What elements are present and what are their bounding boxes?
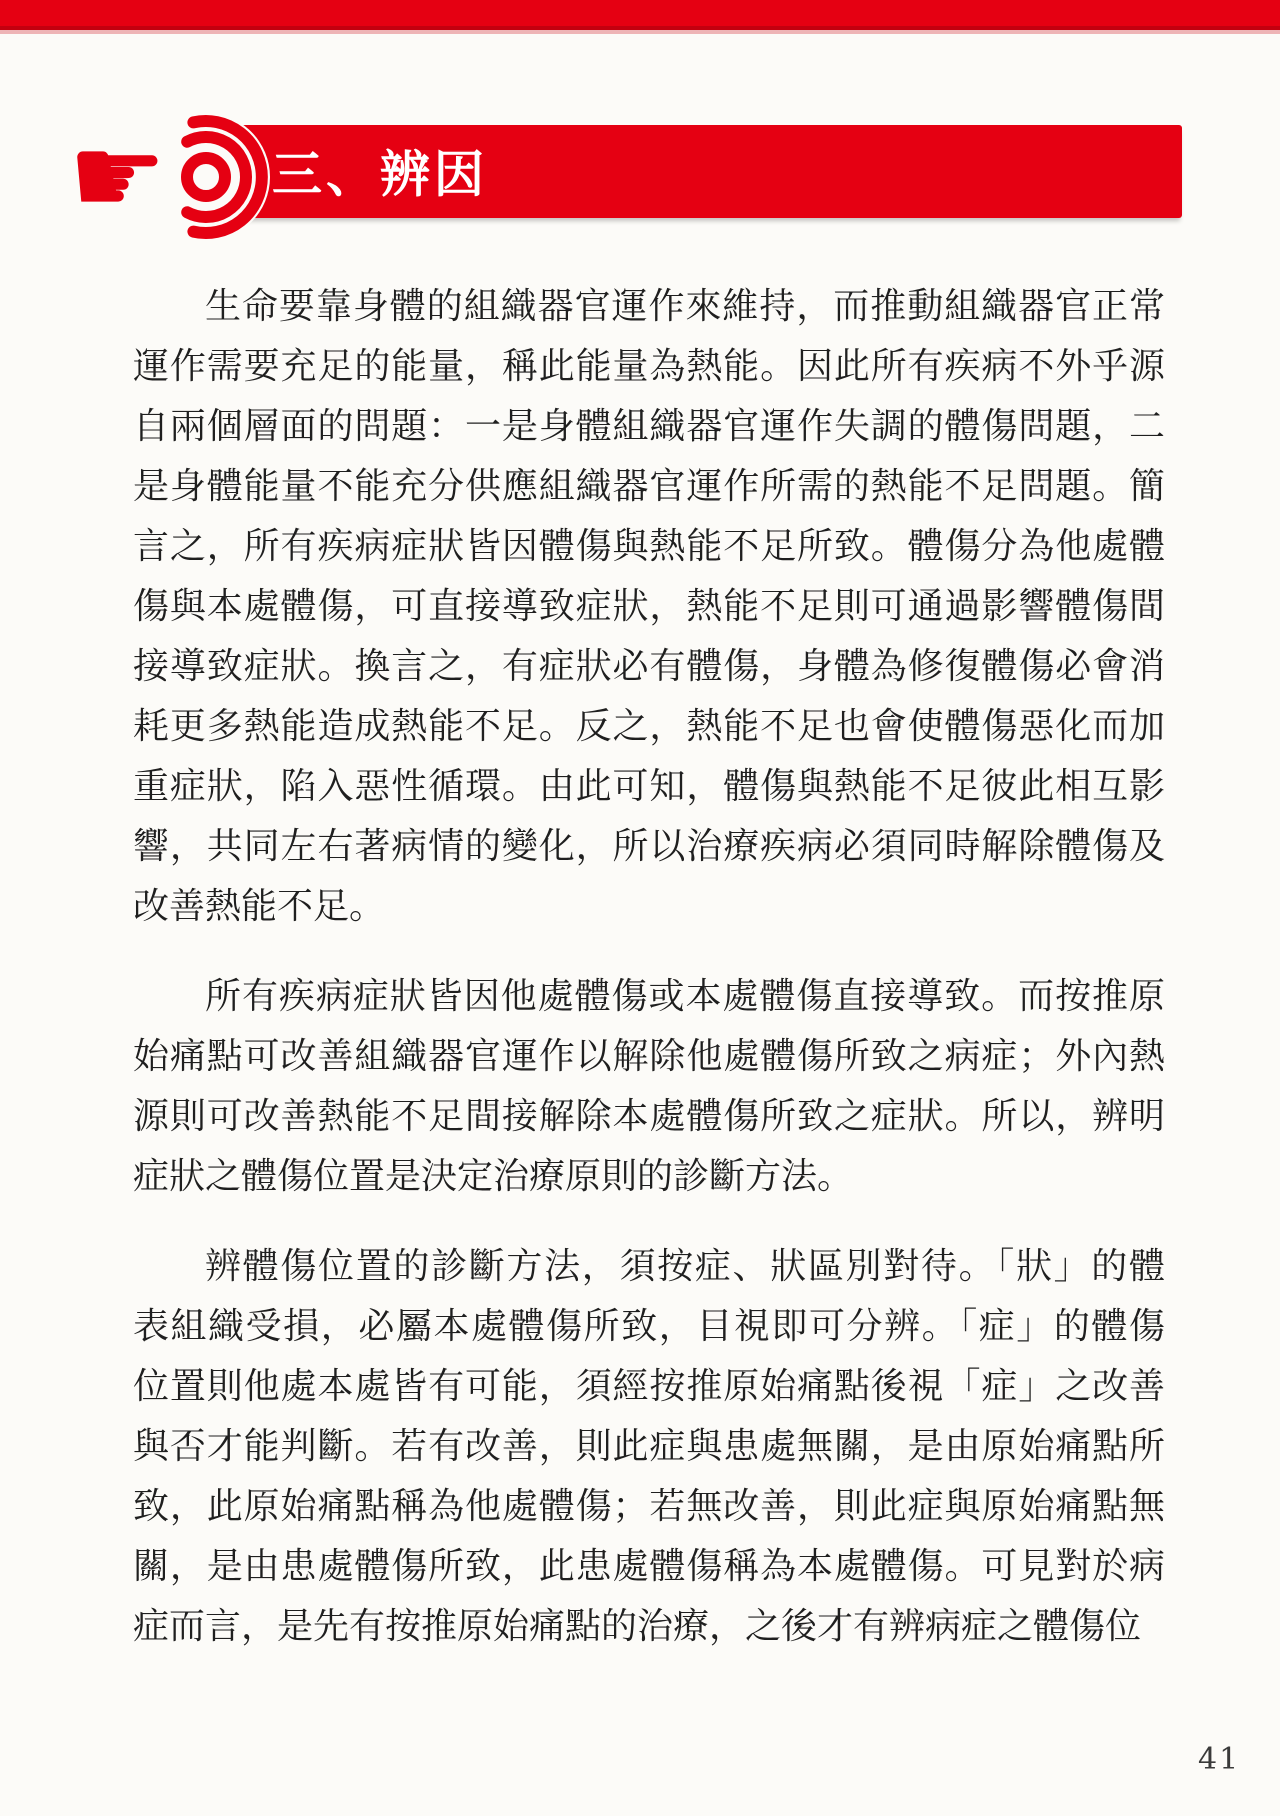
text-line: 重症狀，陷入惡性循環。由此可知，體傷與熱能不足彼此相互影 [133, 765, 1165, 806]
section-header-banner [222, 125, 1182, 218]
text-line: 生命要靠身體的組織器官運作來維持，而推動組織器官正常 [205, 285, 1165, 326]
text-line: 症而言，是先有按推原始痛點的治療，之後才有辨病症之體傷位 [133, 1605, 1142, 1646]
text-line: 症狀之體傷位置是決定治療原則的診斷方法。 [133, 1155, 854, 1196]
pointing-hand-icon [60, 100, 300, 260]
text-line: 自兩個層面的問題：一是身體組織器官運作失調的體傷問題，二 [133, 405, 1165, 446]
text-line: 關，是由患處體傷所致，此患處體傷稱為本處體傷。可見對於病 [133, 1545, 1165, 1586]
text-line: 改善熱能不足。 [133, 885, 386, 926]
text-line: 響，共同左右著病情的變化，所以治療疾病必須同時解除體傷及 [133, 825, 1165, 866]
paragraph-1 [133, 276, 1165, 936]
text-line: 與否才能判斷。若有改善，則此症與患處無關，是由原始痛點所 [133, 1425, 1165, 1466]
text-line: 致，此原始痛點稱為他處體傷；若無改善，則此症與原始痛點無 [133, 1485, 1165, 1526]
text-line: 傷與本處體傷，可直接導致症狀，熱能不足則可通過影響體傷間 [133, 585, 1165, 626]
text-line: 耗更多熱能造成熱能不足。反之，熱能不足也會使體傷惡化而加 [133, 705, 1165, 746]
text-line: 運作需要充足的能量，稱此能量為熱能。因此所有疾病不外乎源 [133, 345, 1165, 386]
section-title: 三、辨因 [272, 146, 488, 203]
text-line: 辨體傷位置的診斷方法，須按症、狀區別對待。「狀」的體 [205, 1245, 1165, 1286]
text-line: 始痛點可改善組織器官運作以解除他處體傷所致之病症；外內熱 [133, 1035, 1165, 1076]
paragraph-3 [133, 1236, 1165, 1656]
text-line: 是身體能量不能充分供應組織器官運作所需的熱能不足問題。簡 [133, 465, 1165, 506]
page-number: 41 [1198, 1742, 1241, 1777]
body-text [133, 276, 1165, 1686]
hand-glyph: ☛ [68, 112, 167, 240]
text-line: 言之，所有疾病症狀皆因體傷與熱能不足所致。體傷分為他處體 [133, 525, 1165, 566]
text-line: 接導致症狀。換言之，有症狀必有體傷，身體為修復體傷必會消 [133, 645, 1165, 686]
text-line: 所有疾病症狀皆因他處體傷或本處體傷直接導致。而按推原 [205, 975, 1165, 1016]
paragraph-2 [133, 966, 1165, 1206]
text-line: 表組織受損，必屬本處體傷所致，目視即可分辨。「症」的體傷 [133, 1305, 1165, 1346]
top-accent-bar [0, 0, 1280, 34]
text-line: 位置則他處本處皆有可能，須經按推原始痛點後視「症」之改善 [133, 1365, 1165, 1406]
text-line: 源則可改善熱能不足間接解除本處體傷所致之症狀。所以，辨明 [133, 1095, 1165, 1136]
